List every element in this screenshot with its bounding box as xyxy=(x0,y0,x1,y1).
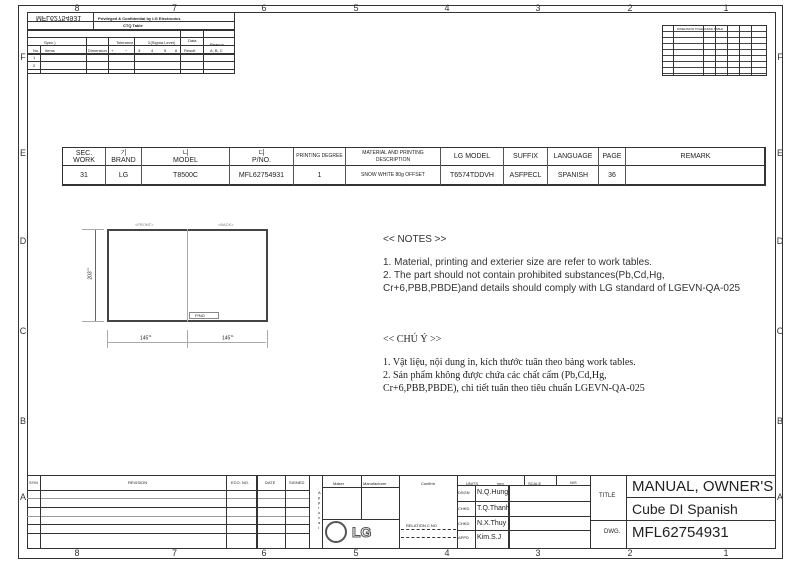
table-cell: MFL62754931 xyxy=(230,165,294,185)
front-label: <FRONT> xyxy=(135,222,154,227)
header-bottom: LG MODEL xyxy=(453,153,491,160)
rev-signed: SIGNED xyxy=(289,480,305,485)
title-label: TITLE xyxy=(599,493,616,499)
col-dimension: Dimension xyxy=(88,48,107,53)
table-cell: LG xyxy=(106,165,142,185)
ctq-table xyxy=(27,12,235,74)
column-header xyxy=(599,148,626,165)
tolerance-heading: DIMENSION TOLERANCE TABLE xyxy=(677,27,724,31)
header-bottom: PAGE xyxy=(602,153,622,160)
zone-col: 4 xyxy=(444,548,450,558)
zone-col: 7 xyxy=(171,548,177,558)
signoff-name: Kim.S.J xyxy=(477,534,502,541)
height-tolerance: ±1 xyxy=(86,267,91,272)
zone-col: 8 xyxy=(74,3,80,13)
rev-sym: SYM xyxy=(29,480,38,485)
scale-value: N/S xyxy=(570,480,577,485)
approval-label: Approval xyxy=(318,490,321,530)
zone-col: 1 xyxy=(723,548,729,558)
ctq-title: CTQ Table xyxy=(123,23,143,28)
signoff-name: T.Q.Thanh xyxy=(477,505,510,512)
notes-title: << CHÚ Ý >> xyxy=(383,334,442,345)
zone-row: F xyxy=(20,52,26,62)
column-header xyxy=(294,148,346,165)
col-minus: − xyxy=(125,48,128,53)
dwg-label: DWG. xyxy=(604,529,621,535)
column-header xyxy=(441,148,504,165)
scale-label: SCALE xyxy=(528,481,542,486)
col-data: Data xyxy=(188,38,197,43)
title-line-1: MANUAL, OWNER'S xyxy=(632,478,774,495)
zone-row: A xyxy=(776,492,783,502)
zone-col: 5 xyxy=(353,548,359,558)
header-bottom: WORK xyxy=(73,156,95,164)
zone-row: E xyxy=(776,148,783,158)
zone-row: D xyxy=(776,236,784,246)
table-cell: SPANISH xyxy=(548,165,599,185)
notes-vi xyxy=(383,333,645,395)
privilege-text: Privileged & Confidential by LG Electronics xyxy=(98,16,181,21)
width-value: 145 xyxy=(140,335,149,342)
width-value: 145 xyxy=(222,335,231,342)
zone-col: 1 xyxy=(723,3,729,13)
maker-label: Maker xyxy=(333,481,345,486)
confirm-label: Confirm xyxy=(421,481,436,486)
zone-col: 3 xyxy=(535,3,541,13)
row-1: 1 xyxy=(33,55,36,60)
table-cell: T8500C xyxy=(142,165,230,185)
header-bottom: PRINTING DEGREE xyxy=(296,153,343,159)
col-spec: Spec.) xyxy=(44,40,56,45)
col-abc: A, B, C xyxy=(210,48,223,53)
header-top: 기 xyxy=(120,149,127,157)
zone-row: C xyxy=(776,326,784,336)
relation-label: RELATION C.NO xyxy=(406,523,437,528)
tolerance-table xyxy=(662,25,767,76)
zone-col: 7 xyxy=(171,3,177,13)
drawing-number: MFL62754931 xyxy=(632,524,729,541)
notes-title: << NOTES >> xyxy=(383,234,447,245)
table-cell: 31 xyxy=(63,165,106,185)
zone-row: E xyxy=(19,148,26,158)
header-top: 디 xyxy=(258,149,265,157)
header-bottom: LANGUAGE xyxy=(553,153,593,160)
rev-revision: REVISION xyxy=(128,480,148,485)
row-2: 2 xyxy=(33,63,36,68)
width-dimension-back xyxy=(222,334,234,342)
table-cell: T6574TDDVH xyxy=(441,165,504,185)
spec-table xyxy=(62,147,766,186)
notes-en xyxy=(383,233,740,295)
col-reason: Reason xyxy=(210,42,224,47)
column-header xyxy=(548,148,599,165)
note-line: 2. The part should not contain prohibited substances(Pb,Cd,Hg, xyxy=(383,270,665,281)
lg-logo-text: LG xyxy=(352,524,372,540)
zone-col: 8 xyxy=(74,548,80,558)
header-top: 니 xyxy=(182,149,189,157)
signoff-role: APPD xyxy=(458,535,469,540)
table-cell xyxy=(626,165,765,185)
note-line: 1. Vật liệu, nội dung in, kích thước tuân theo bảng work tables. xyxy=(383,357,636,368)
header-bottom: SUFFIX xyxy=(513,153,538,160)
header-bottom: MATERIAL AND PRINTING DESCRIPTION xyxy=(362,149,424,163)
signoff-name: N.Q.Hung xyxy=(477,489,509,496)
column-header xyxy=(106,148,142,165)
signoff-role: CHKD xyxy=(458,506,470,511)
zone-col: 4 xyxy=(444,3,450,13)
zone-col: 6 xyxy=(261,3,267,13)
note-line: Cr+6,PBB,PBDE), chi tiết tuân theo tiêu chuẩn LGEVN-QA-025 xyxy=(383,383,645,394)
zone-row: A xyxy=(19,492,26,502)
note-line: 2. Sản phẩm không được chứa các chất cấm (Pb,Cd,Hg, xyxy=(383,370,607,381)
zone-row: B xyxy=(776,416,783,426)
signoff-name: N.X.Thuy xyxy=(477,520,507,527)
col-tolerance: Tolerance xyxy=(116,40,134,45)
col-4: 4 xyxy=(151,48,154,53)
col-3: 3 xyxy=(138,48,141,53)
col-no: No. xyxy=(33,48,40,53)
zone-col: 3 xyxy=(535,548,541,558)
back-label: <BACK> xyxy=(218,222,234,227)
header-bottom: MODEL xyxy=(173,156,198,164)
col-items: Items xyxy=(45,48,55,53)
title-line-2: Cube DI Spanish xyxy=(632,501,738,517)
column-header xyxy=(504,148,548,165)
lg-logo xyxy=(325,521,347,543)
table-cell: SNOW WHITE 80g OFFSET xyxy=(346,165,441,185)
rev-eco: ECO. NO. xyxy=(231,480,250,485)
height-dimension-line xyxy=(95,230,96,322)
width-tolerance: ±1 xyxy=(230,334,234,338)
signoff-role: CHKD xyxy=(458,521,470,526)
col-sigma: Σ(Sigma Level) xyxy=(148,40,176,45)
width-tolerance: ±1 xyxy=(148,334,152,338)
column-header xyxy=(346,148,441,165)
zone-col: 6 xyxy=(261,548,267,558)
col-6: 6 xyxy=(175,48,178,53)
units-value: mm xyxy=(497,481,504,486)
column-header xyxy=(142,148,230,165)
manufacturer-label: Manufacturer xyxy=(363,481,387,486)
zone-col: 2 xyxy=(627,548,633,558)
zone-row: C xyxy=(19,326,27,336)
note-line: 1. Material, printing and exterier size are refer to work tables. xyxy=(383,257,653,268)
zone-row: B xyxy=(19,416,26,426)
signoff-role: DSGN xyxy=(458,490,470,495)
height-dimension xyxy=(86,268,94,280)
column-header xyxy=(230,148,294,165)
header-bottom: BRAND xyxy=(111,156,136,164)
header-bottom: P/NO. xyxy=(251,156,272,164)
width-dimension-front xyxy=(140,334,152,342)
col-5: 5 xyxy=(164,48,167,53)
table-cell: 1 xyxy=(294,165,346,185)
header-top: SEC. xyxy=(75,149,93,157)
zone-col: 2 xyxy=(627,3,633,13)
table-cell: 36 xyxy=(599,165,626,185)
units-label: UNITS xyxy=(466,481,478,486)
doc-number-mirrored: MFL62754931 xyxy=(36,14,82,21)
pno-box: P/NO xyxy=(189,312,219,319)
col-result: Result xyxy=(184,48,196,53)
rev-date: DATE xyxy=(265,480,276,485)
note-line: Cr+6,PBB,PBDE)and details should comply with LG standard of LGEVN-QA-025 xyxy=(383,283,741,294)
column-header xyxy=(626,148,765,165)
header-bottom: REMARK xyxy=(680,153,711,160)
zone-row: F xyxy=(777,52,783,62)
height-value: 203 xyxy=(87,271,94,280)
zone-col: 5 xyxy=(353,3,359,13)
col-plus: + xyxy=(111,48,114,53)
column-header xyxy=(63,148,106,165)
table-cell: ASFPECL xyxy=(504,165,548,185)
fold-line xyxy=(187,229,188,322)
zone-row: D xyxy=(19,236,27,246)
